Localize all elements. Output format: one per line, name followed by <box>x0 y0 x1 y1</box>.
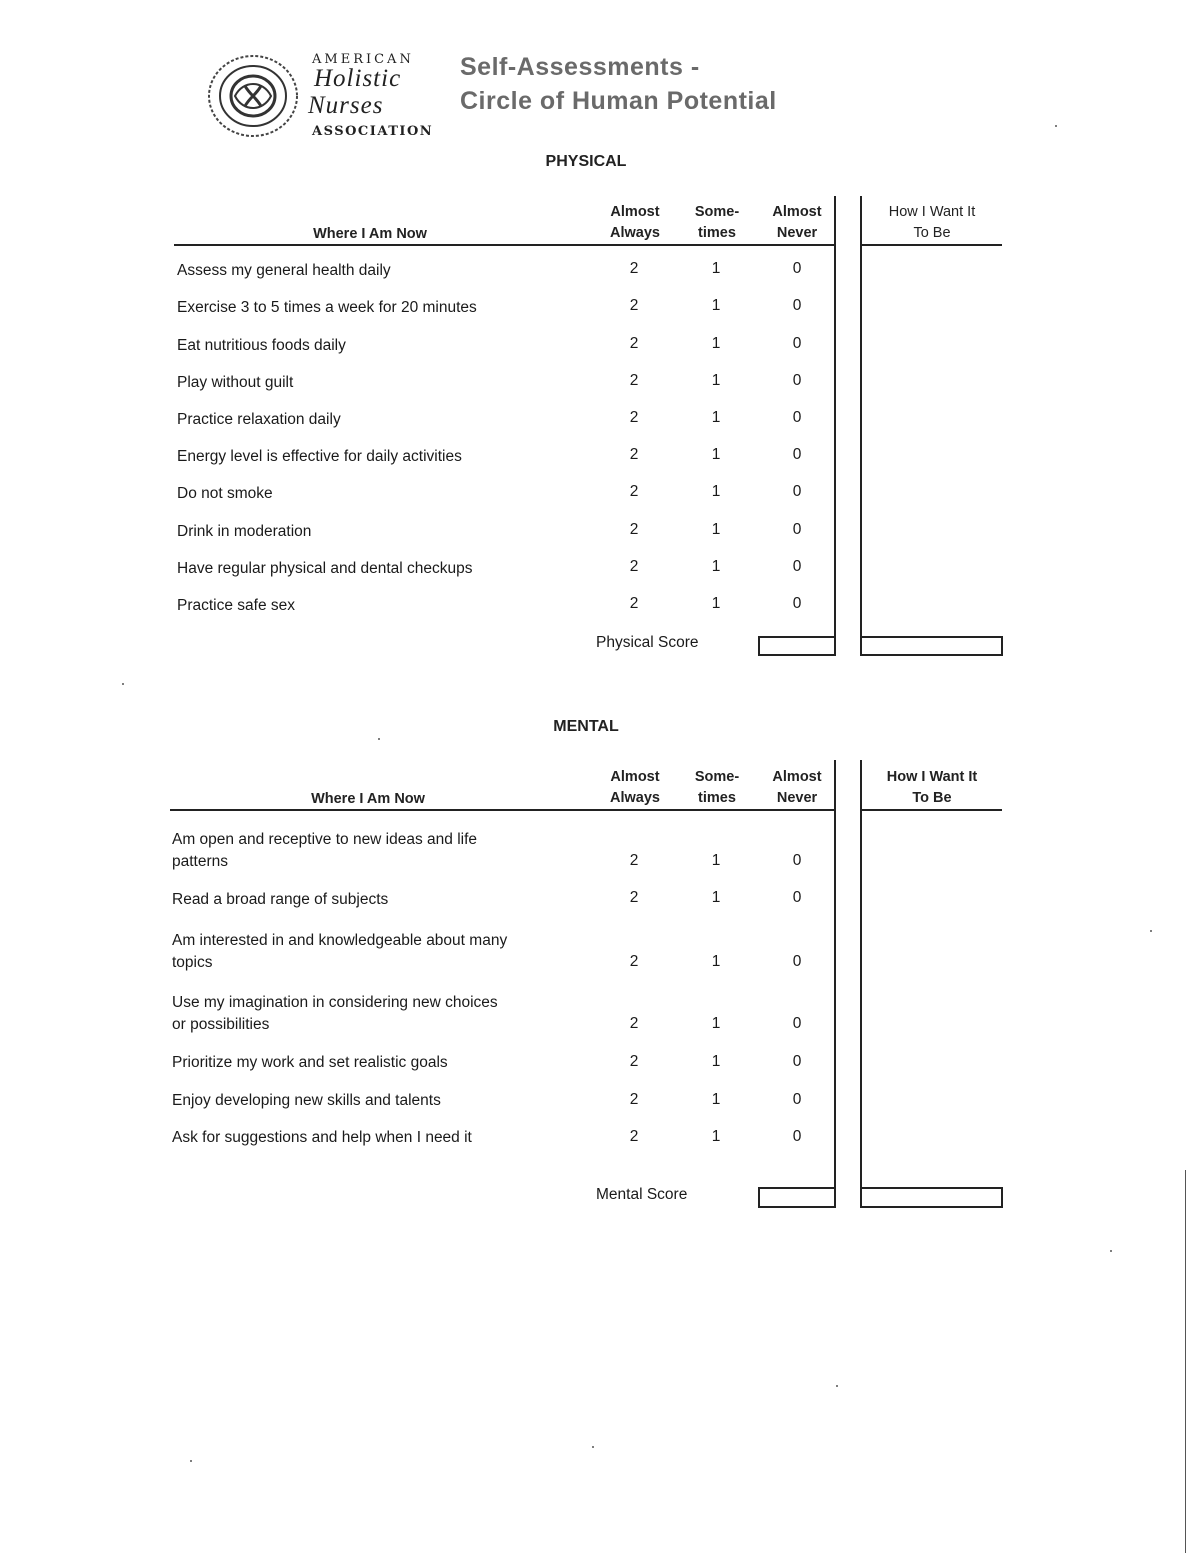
physical-row-sometimes: 1 <box>711 260 721 277</box>
physical-divider-left <box>834 196 836 656</box>
association-name-bottom: ASSOCIATION <box>312 124 434 139</box>
mental-row-never: 0 <box>792 852 802 869</box>
physical-row-never: 0 <box>792 260 802 277</box>
scan-edge-line <box>1185 1170 1186 1553</box>
mental-col-want-line-2: To Be <box>912 790 952 806</box>
physical-row-never: 0 <box>792 409 802 426</box>
physical-row-sometimes: 1 <box>711 297 721 314</box>
mental-col-always <box>590 767 680 809</box>
physical-col-sometimes <box>672 202 762 244</box>
scan-speck <box>1110 1250 1112 1252</box>
physical-col-never-line-2: Never <box>776 225 818 241</box>
physical-col-want-line-1: How I Want It <box>888 204 976 220</box>
scan-speck <box>592 1446 594 1448</box>
physical-row-label: Exercise 3 to 5 times a week for 20 minutes <box>177 299 477 316</box>
physical-row-never: 0 <box>792 335 802 352</box>
scan-speck <box>190 1460 192 1462</box>
mental-row-label-line-1: Use my imagination in considering new choices <box>172 994 498 1011</box>
physical-col-never-line-1: Almost <box>772 204 822 220</box>
mental-row-always: 2 <box>629 1015 639 1032</box>
physical-col-always-line-2: Always <box>610 225 660 241</box>
document-title-line-2: Circle of Human Potential <box>460 87 777 115</box>
mental-header-rule <box>170 809 834 811</box>
physical-divider-right <box>860 196 862 656</box>
mental-row-sometimes: 1 <box>711 1015 721 1032</box>
physical-row-sometimes: 1 <box>711 521 721 538</box>
mental-row-label-line-1: Prioritize my work and set realistic goals <box>172 1054 448 1071</box>
physical-row-label: Have regular physical and dental checkups <box>177 560 473 577</box>
mental-row-label-line-1: Am interested in and knowledgeable about many <box>172 932 508 949</box>
physical-row-label: Eat nutritious foods daily <box>177 337 346 354</box>
physical-row-never: 0 <box>792 446 802 463</box>
mental-col-never-line-2: Never <box>776 790 818 806</box>
physical-row-label: Play without guilt <box>177 374 294 391</box>
physical-row-never: 0 <box>792 372 802 389</box>
physical-row-never: 0 <box>792 483 802 500</box>
mental-row-sometimes: 1 <box>711 1128 721 1145</box>
physical-row-label: Practice safe sex <box>177 597 296 614</box>
association-name-script-2: Nurses <box>308 92 384 119</box>
physical-row-label: Energy level is effective for daily activities <box>177 448 462 465</box>
association-name-top: AMERICAN <box>312 52 414 67</box>
mental-row-sometimes: 1 <box>711 1091 721 1108</box>
physical-row-never: 0 <box>792 558 802 575</box>
mental-divider-right <box>860 760 862 1208</box>
physical-row-sometimes: 1 <box>711 335 721 352</box>
mental-divider-left <box>834 760 836 1208</box>
physical-row-always: 2 <box>629 558 639 575</box>
mental-row-always: 2 <box>629 1128 639 1145</box>
mental-col-where: Where I Am Now <box>311 791 425 807</box>
mental-row-label-line-2: topics <box>172 954 213 971</box>
mental-row-sometimes: 1 <box>711 1053 721 1070</box>
physical-row-never: 0 <box>792 521 802 538</box>
mental-row-never: 0 <box>792 1015 802 1032</box>
physical-row-always: 2 <box>629 372 639 389</box>
physical-col-want-line-2: To Be <box>913 225 951 241</box>
mental-row-never: 0 <box>792 1128 802 1145</box>
physical-row-sometimes: 1 <box>711 409 721 426</box>
scan-speck <box>122 683 124 685</box>
mental-col-sometimes <box>672 767 762 809</box>
physical-row-sometimes: 1 <box>711 558 721 575</box>
mental-row-always: 2 <box>629 953 639 970</box>
physical-col-where: Where I Am Now <box>313 226 427 242</box>
mental-row-never: 0 <box>792 953 802 970</box>
physical-row-sometimes: 1 <box>711 446 721 463</box>
mental-section-title: MENTAL <box>553 718 619 735</box>
mental-row-label-line-1: Ask for suggestions and help when I need it <box>172 1129 472 1146</box>
mental-row-label-line-1: Enjoy developing new skills and talents <box>172 1092 441 1109</box>
physical-header-rule <box>174 244 834 246</box>
physical-row-always: 2 <box>629 483 639 500</box>
mental-score-box[interactable] <box>758 1187 836 1208</box>
mental-row-label-line-1: Am open and receptive to new ideas and life <box>172 831 478 848</box>
ahna-logo <box>205 52 301 140</box>
scan-speck <box>378 738 380 740</box>
mental-col-always-line-1: Almost <box>610 769 660 785</box>
physical-row-always: 2 <box>629 595 639 612</box>
mental-row-sometimes: 1 <box>711 953 721 970</box>
physical-col-sometimes-line-2: times <box>698 225 736 241</box>
physical-col-always <box>590 202 680 244</box>
mental-row-always: 2 <box>629 889 639 906</box>
physical-row-always: 2 <box>629 446 639 463</box>
physical-row-never: 0 <box>792 595 802 612</box>
physical-score-label: Physical Score <box>596 634 699 651</box>
mental-col-always-line-2: Always <box>610 790 660 806</box>
scan-speck <box>836 1385 838 1387</box>
mental-want-score-box[interactable] <box>860 1187 1003 1208</box>
mental-row-sometimes: 1 <box>711 852 721 869</box>
physical-row-label: Practice relaxation daily <box>177 411 341 428</box>
physical-want-header-rule <box>862 244 1002 246</box>
physical-col-want <box>862 202 1002 244</box>
physical-row-always: 2 <box>629 260 639 277</box>
physical-col-never <box>752 202 842 244</box>
mental-col-want-line-1: How I Want It <box>886 769 978 785</box>
mental-row-label-line-2: patterns <box>172 853 229 870</box>
mental-col-want <box>862 767 1002 809</box>
physical-row-always: 2 <box>629 297 639 314</box>
physical-row-never: 0 <box>792 297 802 314</box>
mental-row-always: 2 <box>629 852 639 869</box>
mental-score-label: Mental Score <box>596 1186 688 1203</box>
mental-col-never <box>752 767 842 809</box>
physical-row-label: Assess my general health daily <box>177 262 391 279</box>
mental-row-sometimes: 1 <box>711 889 721 906</box>
physical-col-sometimes-line-1: Some- <box>694 204 740 220</box>
mental-row-never: 0 <box>792 1053 802 1070</box>
mental-row-always: 2 <box>629 1091 639 1108</box>
physical-row-sometimes: 1 <box>711 372 721 389</box>
physical-row-sometimes: 1 <box>711 483 721 500</box>
mental-want-header-rule <box>862 809 1002 811</box>
mental-row-never: 0 <box>792 1091 802 1108</box>
physical-score-box[interactable] <box>758 636 836 656</box>
scan-speck <box>1150 930 1152 932</box>
document-title-line-1: Self-Assessments - <box>460 53 700 81</box>
mental-row-label-line-1: Read a broad range of subjects <box>172 891 389 908</box>
physical-section-title: PHYSICAL <box>545 153 627 170</box>
physical-row-label: Drink in moderation <box>177 523 312 540</box>
physical-row-always: 2 <box>629 335 639 352</box>
mental-row-never: 0 <box>792 889 802 906</box>
physical-row-sometimes: 1 <box>711 595 721 612</box>
mental-row-always: 2 <box>629 1053 639 1070</box>
mental-row-label-line-2: or possibilities <box>172 1016 270 1033</box>
physical-col-always-line-1: Almost <box>610 204 660 220</box>
physical-row-always: 2 <box>629 409 639 426</box>
mental-col-sometimes-line-2: times <box>698 790 736 806</box>
mental-col-never-line-1: Almost <box>772 769 822 785</box>
scan-speck <box>1055 125 1057 127</box>
association-name-script-1: Holistic <box>314 65 402 92</box>
physical-row-label: Do not smoke <box>177 485 273 502</box>
physical-want-score-box[interactable] <box>860 636 1003 656</box>
mental-col-sometimes-line-1: Some- <box>694 769 740 785</box>
physical-row-always: 2 <box>629 521 639 538</box>
